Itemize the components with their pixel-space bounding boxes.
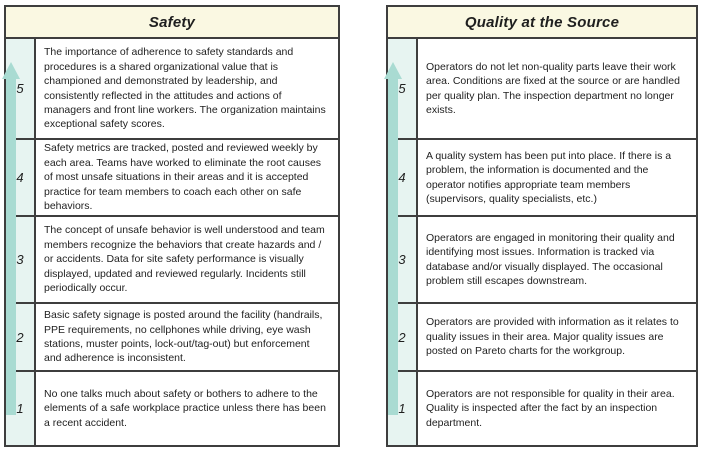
level-cell: 3 — [388, 217, 418, 302]
level-cell: 3 — [6, 217, 36, 302]
description-text: Operators do not let non-quality parts leave their work area. Conditions are fixed at the source or are handled per quality plan. The inspection department no longer exists. — [426, 60, 680, 116]
description-text: Operators are engaged in monitoring their quality and identifying most issues. Information is tracked via database and/or visually displayed. The occasional problem still escapes downstream. — [426, 231, 675, 287]
description-text: Basic safety signage is posted around the facility (handrails, PPE requirements, no cellphones while driving, eye wash stations, muster points, lock-out/tag-out) but enforcement and adherence is inconsistent. — [44, 309, 323, 365]
up-arrow-icon — [384, 62, 402, 415]
description-cell — [418, 217, 696, 302]
description-text: The concept of unsafe behavior is well understood and team members recognize the behaviors that create hazards and / or accidents. Data for site safety performance is visually displayed, updated and reviewed regularly. Incidents still periodically occur. — [44, 224, 325, 295]
up-arrow-icon — [2, 62, 20, 415]
quality-panel-title: Quality at the Source — [388, 7, 696, 39]
table-row — [388, 215, 696, 302]
description-cell — [418, 140, 696, 215]
table-row — [6, 302, 338, 370]
description-cell — [36, 304, 338, 370]
table-row — [6, 138, 338, 215]
description-cell — [418, 304, 696, 370]
level-cell: 4 — [6, 140, 36, 215]
level-cell: 5 — [6, 39, 36, 138]
description-cell — [418, 372, 696, 445]
description-cell — [36, 372, 338, 445]
description-text: A quality system has been put into place. If there is a problem, the information is documented and the operator notifies appropriate team members (supervisors, quality specialists, etc.) — [426, 149, 672, 205]
table-row — [388, 302, 696, 370]
description-cell — [418, 39, 696, 138]
quality-panel-body — [388, 39, 696, 445]
level-cell: 5 — [388, 39, 418, 138]
table-row — [388, 138, 696, 215]
safety-panel — [4, 5, 340, 447]
quality-panel — [386, 5, 698, 447]
description-cell — [36, 140, 338, 215]
level-cell: 2 — [388, 304, 418, 370]
description-text: Operators are not responsible for quality in their area. Quality is inspected after the fact by an inspection department. — [426, 387, 675, 429]
safety-panel-title: Safety — [6, 7, 338, 39]
level-cell: 1 — [6, 372, 36, 445]
table-row — [6, 39, 338, 138]
description-text: Safety metrics are tracked, posted and reviewed weekly by each area. Teams have worked to eliminate the root causes of most unsafe situations in their areas and it is accepted practice for team members to coach each other on safe behaviors. — [44, 142, 322, 213]
level-cell: 4 — [388, 140, 418, 215]
description-text: The importance of adherence to safety standards and procedures is a shared organizational value that is championed and demonstrated by leadership, and consistently reflected in the attitudes and actions of managers and front line workers. The organization maintains exceptional safety scores. — [44, 46, 326, 131]
description-cell — [36, 217, 338, 302]
level-cell: 2 — [6, 304, 36, 370]
level-cell: 1 — [388, 372, 418, 445]
description-text: No one talks much about safety or bothers to adhere to the elements of a safe workplace practice unless there has been a recent accident. — [44, 387, 326, 429]
table-row — [388, 39, 696, 138]
safety-panel-body — [6, 39, 338, 445]
table-row — [6, 370, 338, 445]
table-row — [6, 215, 338, 302]
description-text: Operators are provided with information as it relates to quality issues in their area. Major quality issues are posted on Pareto charts for the workgroup. — [426, 316, 679, 358]
table-row — [388, 370, 696, 445]
description-cell — [36, 39, 338, 138]
